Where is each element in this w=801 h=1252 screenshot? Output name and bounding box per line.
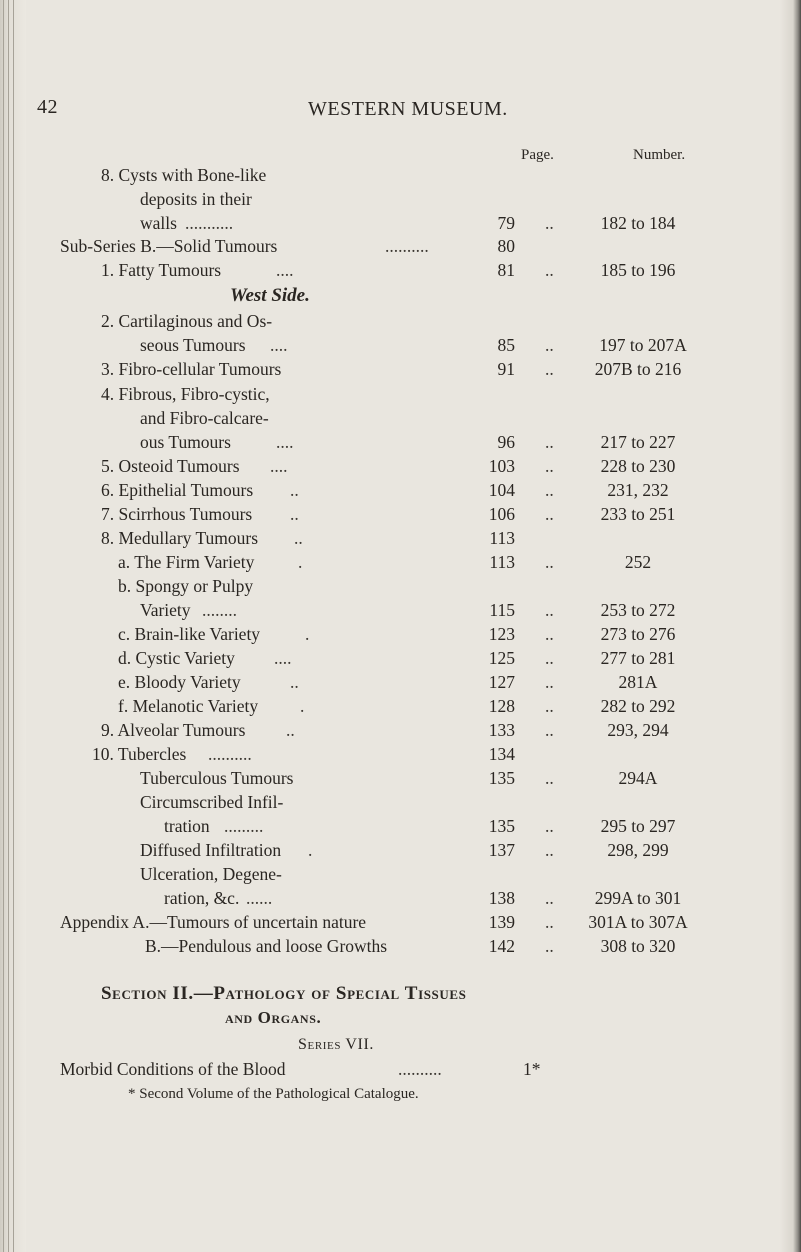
column-header-page: Page. — [521, 147, 554, 163]
entry-text: Ulceration, Degene- — [140, 864, 282, 884]
section-title: Section II.—Pathology of Special Tissues — [101, 983, 467, 1004]
entry-page: 113 — [489, 528, 515, 548]
entry-text: and Fibro-calcare- — [140, 408, 269, 428]
separator-dots: .. — [545, 672, 554, 692]
entry-number: 231, 232 — [607, 480, 669, 500]
entry-page: 135 — [488, 768, 515, 788]
entry-number: 281A — [618, 672, 658, 692]
entry-page: 85 — [497, 335, 515, 355]
page-number: 42 — [37, 96, 58, 118]
separator-dots: .. — [545, 912, 554, 932]
entry-text: 2. Cartilaginous and Os- — [101, 311, 273, 331]
separator-dots: .. — [545, 600, 554, 620]
separator-dots: .. — [545, 432, 554, 452]
series-heading: Series VII. — [298, 1036, 374, 1053]
separator-dots: .. — [545, 936, 554, 956]
entry-number: 253 to 272 — [600, 600, 676, 620]
entry-page: 135 — [488, 816, 515, 836]
entry-page: 125 — [488, 648, 515, 668]
entry-text: 5. Osteoid Tumours — [101, 456, 240, 476]
column-header-number: Number. — [633, 147, 686, 163]
entry-page: 91 — [497, 359, 515, 379]
entry-text: 1. Fatty Tumours — [101, 260, 222, 280]
entry-page: 106 — [488, 504, 515, 524]
section-heading: West Side. — [230, 285, 310, 306]
entry-number: 295 to 297 — [600, 816, 676, 836]
entry-number: 182 to 184 — [600, 213, 676, 233]
entry-text: 8. Cysts with Bone-like — [101, 165, 267, 185]
separator-dots: .. — [545, 213, 554, 233]
entry-text: 9. Alveolar Tumours — [101, 720, 246, 740]
entry-text: 6. Epithelial Tumours — [101, 480, 254, 500]
leader-dots: .......... — [385, 236, 429, 256]
leader-dots: .......... — [208, 744, 252, 764]
entry-text: Tuberculous Tumours — [140, 768, 294, 788]
entry-text: 8. Medullary Tumours — [101, 528, 259, 548]
leader-dots: .... — [274, 648, 292, 668]
separator-dots: .. — [545, 335, 554, 355]
separator-dots: .. — [545, 552, 554, 572]
leader-dots: .... — [270, 335, 288, 355]
leader-dots: .... — [276, 260, 294, 280]
separator-dots: .. — [545, 456, 554, 476]
leader-dots: .... — [276, 432, 294, 452]
entry-text: b. Spongy or Pulpy — [118, 576, 254, 596]
leader-dots: . — [308, 840, 313, 860]
entry-text: ous Tumours — [140, 432, 231, 452]
separator-dots: .. — [545, 888, 554, 908]
entry-number: 185 to 196 — [600, 260, 676, 280]
entry-text: ration, &c. — [164, 888, 240, 908]
entry-number: 299A to 301 — [594, 888, 682, 908]
entry-page: 79 — [497, 213, 515, 233]
leader-dots: . — [305, 624, 310, 644]
running-title: WESTERN MUSEUM. — [308, 98, 508, 120]
entry-number: 233 to 251 — [600, 504, 676, 524]
separator-dots: .. — [545, 720, 554, 740]
entry-number: 293, 294 — [607, 720, 669, 740]
entry-text: Morbid Conditions of the Blood — [60, 1059, 286, 1079]
entry-page: 128 — [488, 696, 515, 716]
entry-text: B.—Pendulous and loose Growths — [145, 936, 388, 956]
entry-number: 282 to 292 — [600, 696, 676, 716]
entry-text: deposits in their — [140, 189, 252, 209]
entry-text: walls — [140, 213, 177, 233]
leader-dots: .. — [294, 528, 303, 548]
entry-text: Circumscribed Infil- — [140, 792, 284, 812]
entry-page: 113 — [489, 552, 515, 572]
entry-text: Sub-Series B.—Solid Tumours — [60, 236, 278, 256]
separator-dots: .. — [545, 816, 554, 836]
footnote: * Second Volume of the Pathological Catalogue. — [128, 1086, 419, 1102]
entry-text: c. Brain-like Variety — [118, 624, 261, 644]
leader-dots: .... — [270, 456, 288, 476]
page-edge-left — [0, 0, 26, 1252]
entry-number: 252 — [624, 552, 652, 572]
entry-number: 228 to 230 — [600, 456, 676, 476]
entry-number: 298, 299 — [607, 840, 669, 860]
entry-text: 10. Tubercles — [92, 744, 187, 764]
entry-number: 207B to 216 — [594, 359, 682, 379]
leader-dots: . — [300, 696, 305, 716]
leader-dots: ...... — [246, 888, 273, 908]
entry-text: 4. Fibrous, Fibro-cystic, — [101, 384, 270, 404]
entry-text: 3. Fibro-cellular Tumours — [101, 359, 282, 379]
entry-text: e. Bloody Variety — [118, 672, 241, 692]
entry-number: 277 to 281 — [600, 648, 676, 668]
entry-number: 308 to 320 — [600, 936, 676, 956]
entry-number: 294A — [618, 768, 658, 788]
leader-dots: .. — [290, 672, 299, 692]
entry-text: Appendix A.—Tumours of uncertain nature — [60, 912, 367, 932]
entry-text: tration — [164, 816, 210, 836]
leader-dots: .. — [290, 504, 299, 524]
entry-text: 7. Scirrhous Tumours — [101, 504, 253, 524]
separator-dots: .. — [545, 359, 554, 379]
entry-page: 104 — [488, 480, 515, 500]
entry-page: 103 — [488, 456, 515, 476]
entry-page: 137 — [488, 840, 515, 860]
entry-page: 96 — [497, 432, 515, 452]
entry-number: 197 to 207A — [599, 335, 687, 355]
separator-dots: .. — [545, 840, 554, 860]
entry-page: 138 — [488, 888, 515, 908]
entry-text: Variety — [140, 600, 191, 620]
entry-number: 301A to 307A — [588, 912, 688, 932]
leader-dots: ........... — [185, 213, 234, 233]
entry-page: 115 — [489, 600, 515, 620]
leader-dots: .. — [290, 480, 299, 500]
leader-dots: ........ — [202, 600, 237, 620]
section-title-continued: and Organs. — [225, 1008, 322, 1027]
entry-text: f. Melanotic Variety — [118, 696, 259, 716]
entry-text: seous Tumours — [140, 335, 246, 355]
entry-number: 273 to 276 — [600, 624, 676, 644]
entry-text: a. The Firm Variety — [118, 552, 255, 572]
entry-page: 123 — [488, 624, 515, 644]
leader-dots: .......... — [398, 1059, 442, 1079]
entry-page: 139 — [488, 912, 515, 932]
leader-dots: . — [298, 552, 303, 572]
separator-dots: .. — [545, 504, 554, 524]
separator-dots: .. — [545, 260, 554, 280]
entry-page: 133 — [488, 720, 515, 740]
entry-page: 81 — [497, 260, 515, 280]
entry-page: 127 — [488, 672, 515, 692]
leader-dots: ......... — [224, 816, 264, 836]
separator-dots: .. — [545, 696, 554, 716]
separator-dots: .. — [545, 648, 554, 668]
entry-page: 80 — [497, 236, 515, 256]
entry-page: 142 — [488, 936, 515, 956]
separator-dots: .. — [545, 480, 554, 500]
separator-dots: .. — [545, 624, 554, 644]
entry-text: Diffused Infiltration — [140, 840, 282, 860]
page-edge-right — [779, 0, 801, 1252]
entry-text: d. Cystic Variety — [118, 648, 235, 668]
separator-dots: .. — [545, 768, 554, 788]
leader-dots: .. — [286, 720, 295, 740]
entry-number: 217 to 227 — [600, 432, 676, 452]
entry-page: 134 — [488, 744, 515, 764]
entry-page: 1* — [523, 1059, 541, 1079]
